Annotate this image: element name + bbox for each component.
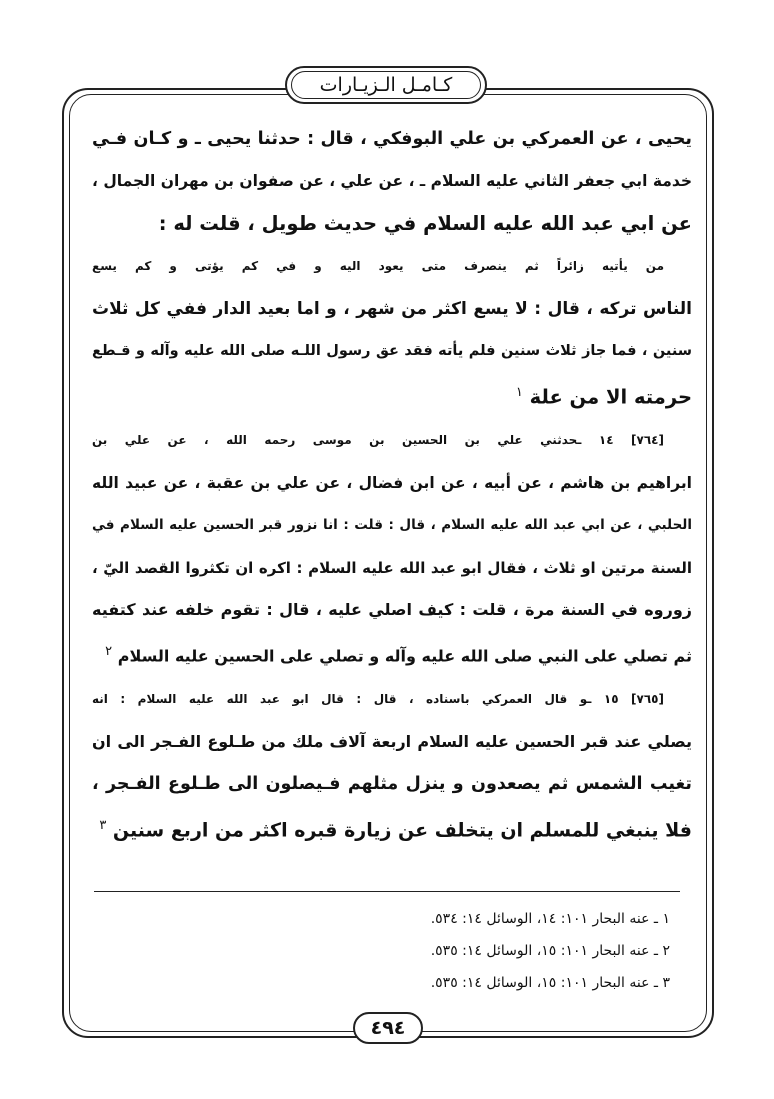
footnote-item: ١ ـ عنه البحار ١٠١: ١٤، الوسائل ١٤: ٥٣٤. <box>430 911 670 927</box>
text-line: السنة مرتين او ثلاث ، فقال ابو عبد الله عليه السلام : اكره ان تكثروا القصد اليّ ، <box>92 558 692 577</box>
footnote-divider <box>94 891 680 892</box>
book-title: كـامـل الـزيـارات <box>319 74 453 96</box>
footnotes <box>300 903 670 999</box>
running-header <box>285 66 487 104</box>
footnote-ref: ٣ <box>99 818 107 834</box>
text-line: ابراهيم بن هاشم ، عن أبيه ، عن ابن فضال ، عن علي بن عقبة ، عن عبيد الله <box>92 473 692 492</box>
page-number: ٤٩٤ <box>353 1012 423 1044</box>
footnote-item: ٢ ـ عنه البحار ١٠١: ١٥، الوسائل ١٤: ٥٣٥. <box>430 943 670 959</box>
text-line-with-ref <box>92 805 692 852</box>
footnote-ref: ٢ <box>105 644 113 660</box>
text-line: الناس تركه ، قال : لا يسع اكثر من شهر ، و اما بعيد الدار ففي كل ثلاث <box>92 298 692 319</box>
footnote-ref: ١ <box>515 385 523 401</box>
text-line: من يأتيه زائراً ثم ينصرف متى يعود اليه و في كم يؤتى و كم يسع <box>92 259 664 274</box>
text-line: خدمة ابي جعفر الثاني عليه السلام ـ ، عن علي ، عن صفوان بن مهران الجمال ، <box>92 172 692 191</box>
text-line: الحلبي ، عن ابي عبد الله عليه السلام ، قال : قلت : انا نزور قبر الحسين عليه السلام في <box>92 517 692 534</box>
footnote-item: ٣ ـ عنه البحار ١٠١: ١٥، الوسائل ١٤: ٥٣٥. <box>430 975 670 991</box>
main-text <box>92 118 692 852</box>
text-line: [٧٦٥] ١٥ ـو قال العمركي باسناده ، قال : قال ابو عبد الله عليه السلام : انه <box>92 692 664 707</box>
text-line: حرمته الا من علة <box>529 385 692 409</box>
text-line: يصلي عند قبر الحسين عليه السلام اربعة آلاف ملك من طـلوع الفـجر الى ان <box>92 731 692 751</box>
text-line: تغيب الشمس ثم يصعدون و ينزل مثلهم فـيصلون الى طـلوع الفـجر ، <box>92 773 692 794</box>
text-line-with-ref <box>92 631 692 678</box>
text-line: [٧٦٤] ١٤ ـحدثني علي بن الحسين بن موسى رحمه الله ، عن علي بن <box>92 433 664 448</box>
text-line: عن ابي عبد الله عليه السلام في حديث طويل ، قلت له : <box>158 211 692 235</box>
text-line: يحيى ، عن العمركي بن علي البوفكي ، قال : حدثنا يحيى ـ و كـان فـي <box>92 129 692 149</box>
text-line-with-ref <box>92 372 692 419</box>
text-line: سنين ، فما جاز ثلاث سنين فلم يأته فقد عق رسول اللـه صلى الله عليه وآله و قـطع <box>92 343 692 360</box>
text-line: ثم تصلي على النبي صلى الله عليه وآله و تصلي على الحسين عليه السلام <box>117 646 692 666</box>
text-line: فلا ينبغي للمسلم ان يتخلف عن زيارة قبره اكثر من اربع سنين <box>112 819 692 842</box>
text-line: زوروه في السنة مرة ، قلت : كيف اصلي عليه ، قال : تقوم خلفه عند كتفيه <box>92 599 692 619</box>
